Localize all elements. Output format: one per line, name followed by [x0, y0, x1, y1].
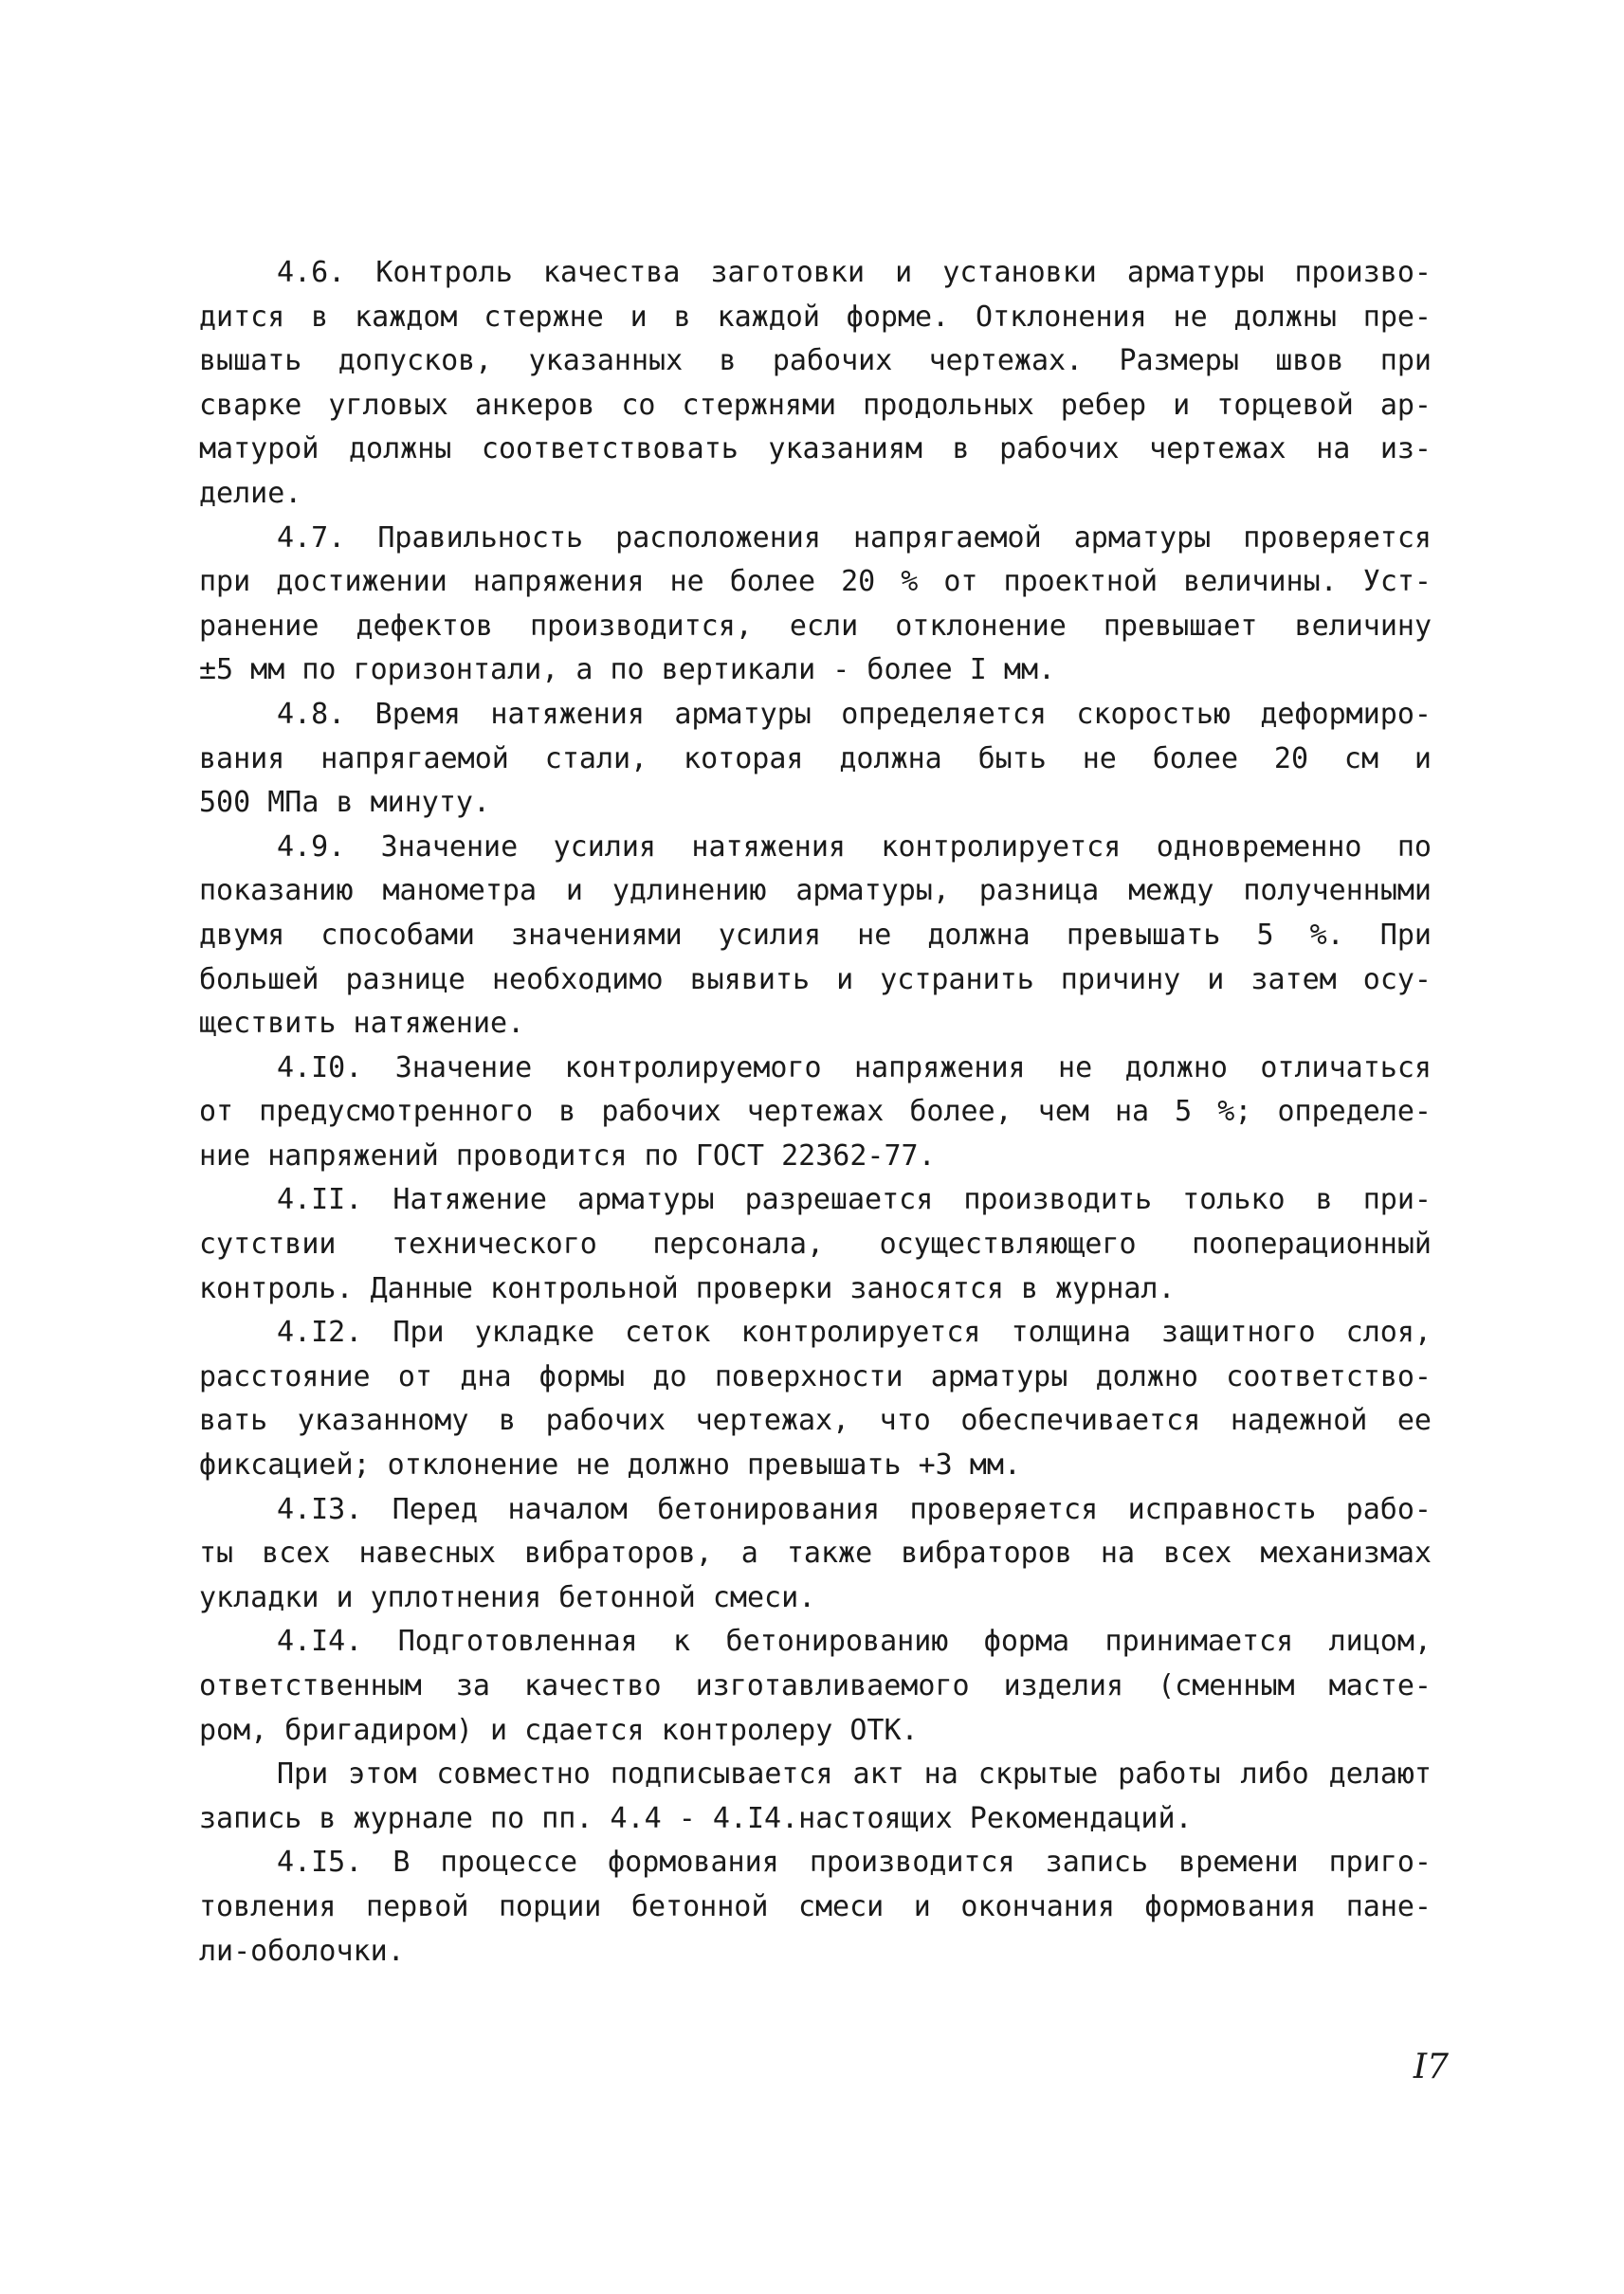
text-line: ранение дефектов производится, если отклонение превышает величину	[199, 609, 1432, 643]
text-line: 4.I0. Значение контролируемого напряжения не должно отличаться	[277, 1050, 1432, 1084]
text-line: 4.9. Значение усилия натяжения контролируется одновременно по	[277, 829, 1432, 864]
text-line: ли-оболочки.	[199, 1934, 405, 1968]
paragraph	[199, 1488, 1432, 1621]
text-line: ром, бригадиром) и сдается контролеру ОТК.	[199, 1713, 919, 1747]
paragraph	[199, 1753, 1432, 1841]
paragraph	[199, 826, 1432, 1047]
text-line: 4.6. Контроль качества заготовки и установки арматуры произво-	[277, 256, 1432, 289]
text-line: вания напрягаемой стали, которая должна быть не более 20 см и	[199, 741, 1432, 775]
text-line: 500 МПа в минуту.	[199, 786, 491, 820]
text-line: вышать допусков, указанных в рабочих чертежах. Размеры швов при	[199, 344, 1432, 378]
paragraph	[199, 1178, 1432, 1311]
text-line: ты всех навесных вибраторов, а также вибраторов на всех механизмах	[199, 1537, 1432, 1571]
text-line: ние напряжений проводится по ГОСТ 22362-77.	[199, 1138, 936, 1173]
text-line: При этом совместно подписывается акт на скрытые работы либо делают	[277, 1757, 1432, 1792]
text-line: 4.II. Натяжение арматуры разрешается производить только в при-	[277, 1183, 1432, 1217]
text-line: вать указанному в рабочих чертежах, что обеспечивается надежной ее	[199, 1404, 1432, 1438]
paragraph	[199, 1311, 1432, 1487]
text-line: фиксацией; отклонение не должно превышать +3 мм.	[199, 1448, 1021, 1483]
paragraph	[199, 1620, 1432, 1753]
text-line: дится в каждом стержне и в каждой форме. Отклонения не должны пре-	[199, 300, 1432, 334]
text-line: матурой должны соответствовать указаниям в рабочих чертежах на из-	[199, 432, 1432, 466]
text-line: двумя способами значениями усилия не должна превышать 5 %. При	[199, 918, 1432, 952]
body-text	[199, 251, 1432, 1974]
text-line: при достижении напряжения не более 20 % от проектной величины. Уст-	[199, 565, 1432, 599]
text-line: большей разнице необходимо выявить и устранить причину и затем осу-	[199, 962, 1432, 996]
text-line: 4.I3. Перед началом бетонирования проверяется исправность рабо-	[277, 1492, 1432, 1526]
text-line: от предусмотренного в рабочих чертежах более, чем на 5 %; определе-	[199, 1095, 1432, 1129]
text-line: товления первой порции бетонной смеси и окончания формования пане-	[199, 1889, 1432, 1923]
text-line: сутствии технического персонала, осуществляющего пооперационный	[199, 1228, 1432, 1262]
paragraph	[199, 251, 1432, 517]
text-line: контроль. Данные контрольной проверки заносятся в журнал.	[199, 1271, 1176, 1305]
text-line: ществить натяжение.	[199, 1007, 525, 1041]
paragraph	[199, 1841, 1432, 1974]
text-line: расстояние от дна формы до поверхности арматуры должно соответство-	[199, 1359, 1432, 1393]
text-line: показанию манометра и удлинению арматуры, разница между полученными	[199, 874, 1432, 908]
text-line: запись в журнале по пп. 4.4 - 4.I4.настоящих Рекомендаций.	[199, 1801, 1193, 1835]
paragraph	[199, 1047, 1432, 1179]
text-line: 4.I2. При укладке сеток контролируется толщина защитного слоя,	[277, 1316, 1432, 1350]
text-line: сварке угловых анкеров со стержнями продольных ребер и торцевой ар-	[199, 388, 1432, 422]
text-line: ответственным за качество изготавливаемого изделия (сменным масте-	[199, 1669, 1432, 1702]
paragraph	[199, 693, 1432, 826]
text-line: ±5 мм по горизонтали, а по вертикали - более I мм.	[199, 653, 1056, 687]
text-line: укладки и уплотнения бетонной смеси.	[199, 1580, 816, 1614]
text-line: делие.	[199, 476, 302, 510]
text-line: 4.7. Правильность расположения напрягаемой арматуры проверяется	[277, 520, 1432, 555]
text-line: 4.I4. Подготовленная к бетонированию форма принимается лицом,	[277, 1625, 1432, 1659]
paragraph	[199, 517, 1432, 693]
text-line: 4.I5. В процессе формования производится запись времени приго-	[277, 1846, 1432, 1880]
page-number: I7	[1413, 2048, 1449, 2086]
text-line: 4.8. Время натяжения арматуры определяется скоростью деформиро-	[277, 697, 1432, 731]
